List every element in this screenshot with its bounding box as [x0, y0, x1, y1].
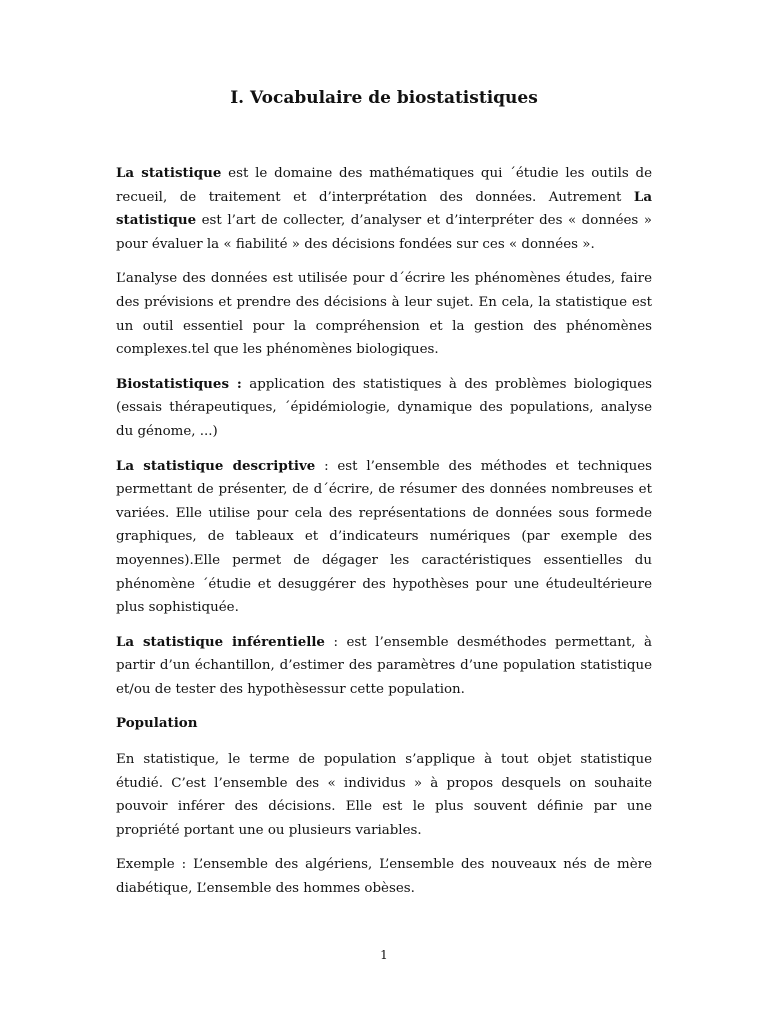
paragraph-statistique-definition: [116, 162, 652, 256]
paragraph-statistique-inferentielle: [116, 631, 652, 702]
paragraph-text: : est l’ensemble desméthodes permettant, à partir d’un échantillon, d’estimer des paramètres d’une population statistique et/ou de tester des hypothèsessur cette population.: [116, 634, 652, 697]
paragraph-text: est le domaine des mathématiques qui ´étudie les outils de recueil, de traitement et d’interprétation des données. Autrement: [116, 166, 653, 205]
paragraph-text: est l’art de collecter, d’analyser et d’interpréter des « données » pour évaluer la « fiabilité » des décisions fondées sur ces « données ».: [116, 213, 652, 252]
paragraph-text: application des statistiques à des problèmes biologiques (essais thérapeutiques, ´épidémiologie, dynamique des populations, analyse du génome, ...): [116, 376, 652, 439]
paragraph-analyse-donnees: L’analyse des données est utilisée pour d´écrire les phénomènes études, faire des prévisions et prendre des décisions à leur sujet. En cela, la statistique est un outil essentiel pour la compréhension et la gestion des phénomènes complexes.tel que les phénomènes biologiques.: [116, 271, 652, 358]
term-la-statistique: La statistique: [116, 165, 222, 181]
term-statistique-descriptive: La statistique descriptive: [116, 457, 316, 474]
paragraph-population: En statistique, le terme de population s’applique à tout objet statistique étudié. C’est l’ensemble des « individus » à propos desquels on souhaite pouvoir inférer des décisions. Elle est le plus souvent définie par une propriété portant une ou plusieurs variables.: [116, 752, 652, 838]
paragraph-text: : est l’ensemble des méthodes et techniques permettant de présenter, de d´écrire, de résumer des données nombreuses et variées. Elle utilise pour cela des représentations de données sous formede graphiques, de tableaux et d’indicateurs numériques (par exemple des moyennes).Elle permet de dégager les caractéristiques essentielles du phénomène ´étudie et desuggérer des hypothèses pour une étudeultérieure plus sophistiquée.: [116, 458, 652, 616]
document-body: [116, 162, 652, 912]
paragraph-exemple: Exemple : L’ensemble des algériens, L’ensemble des nouveaux nés de mère diabétique, L’ensemble des hommes obèses.: [116, 857, 652, 897]
section-heading-population: Population: [116, 715, 198, 732]
term-statistique-inferentielle: La statistique inférentielle: [116, 633, 325, 650]
term-la-statistique-2: La statistique: [116, 188, 652, 229]
term-biostatistiques: Biostatistiques :: [116, 375, 242, 392]
page-number: 1: [380, 948, 388, 962]
paragraph-biostatistiques: [116, 373, 652, 444]
page-title: I. Vocabulaire de biostatistiques: [230, 88, 538, 108]
paragraph-statistique-descriptive: [116, 455, 652, 620]
